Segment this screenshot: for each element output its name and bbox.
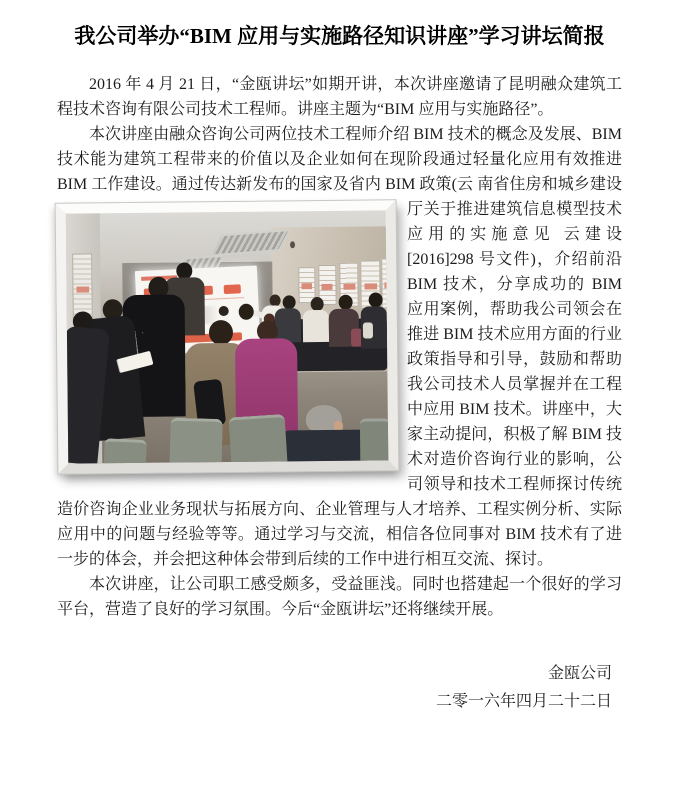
audience-head — [239, 304, 254, 320]
attendee-torso — [275, 308, 301, 342]
audience-torso — [66, 326, 110, 464]
attendee-sleeve — [363, 322, 373, 338]
gray-chair-back — [170, 418, 223, 464]
signature-company: 金瓯公司 — [547, 665, 612, 682]
wall-poster-left — [72, 253, 93, 319]
paragraph-intro: 2016 年 4 月 21 日，“金瓯讲坛”如期开讲，本次讲座邀请了昆明融众建筑工程技术咨询有限公司技术工程师。讲座主题为“BIM 应用与实施路径”。 — [57, 76, 622, 118]
attendee-head — [219, 306, 229, 316]
audience-head-khaki-man — [209, 320, 233, 345]
paragraph-main-text-after-photo: 南省住房和城乡建设厅关于推进建筑信息模型技术应用的实施意见 云建设[2016]298 号文件)，介绍前沿 BIM 技术，分享成功的 BIM 应用案例，帮助我公司领会在推进 BIM 技术应用方面的行业政策指导和引导，鼓励和帮助我公司技术人员掌握并在工程中应用 BIM 技术。讲座中，大家主动提问，积极了解 BIM 技术对造价咨询行业的影响，公司领导和技术工程师探讨传统造价咨询企业业务现状与拓展方向、企业管理与人才培养、工程实例分析、实际应用中的问题与经验等等。通过学习与交流，相信各位同事对 BIM 技术有了进一步的体会，并会把这种体会带到后续的工作中进行相互交流、探讨。 — [57, 176, 622, 568]
gray-chair-back — [360, 418, 388, 463]
attendee-head — [339, 295, 353, 310]
gray-chair-back — [229, 414, 288, 464]
gray-chair-back — [104, 438, 147, 463]
paragraph-main-text-before-photo: 本次讲座由融众咨询公司两位技术工程师介绍 BIM 技术的概念及发展、BIM 技术能为建筑工程带来的价值以及企业如何在现阶段通过轻量化应用有效推进 BIM 工作建设。通过传达新发布的国家及省内 BIM 政策(云 — [57, 126, 622, 193]
ceiling-sprinkler — [290, 241, 295, 248]
attendee-head — [311, 297, 324, 311]
attendee-torso — [303, 310, 329, 342]
lecture-photo-scene — [66, 210, 389, 463]
attendee-head — [369, 292, 383, 307]
paragraph-main — [57, 122, 622, 572]
signature-date: 二零一六年四月二十二日 — [435, 693, 612, 710]
paragraph-closing: 本次讲座，让公司职工感受颇多，受益匪浅。同时也搭建起一个很好的学习平台，营造了良好的学习氛围。今后“金瓯讲坛”还将继续开展。 — [57, 576, 622, 618]
lecture-photo — [56, 200, 399, 474]
signature-block — [57, 660, 622, 716]
attendee-head — [283, 295, 296, 309]
slide-box-4 — [224, 284, 241, 294]
document-title: 我公司举办“BIM 应用与实施路径知识讲座”学习讲坛简报 — [74, 24, 605, 48]
